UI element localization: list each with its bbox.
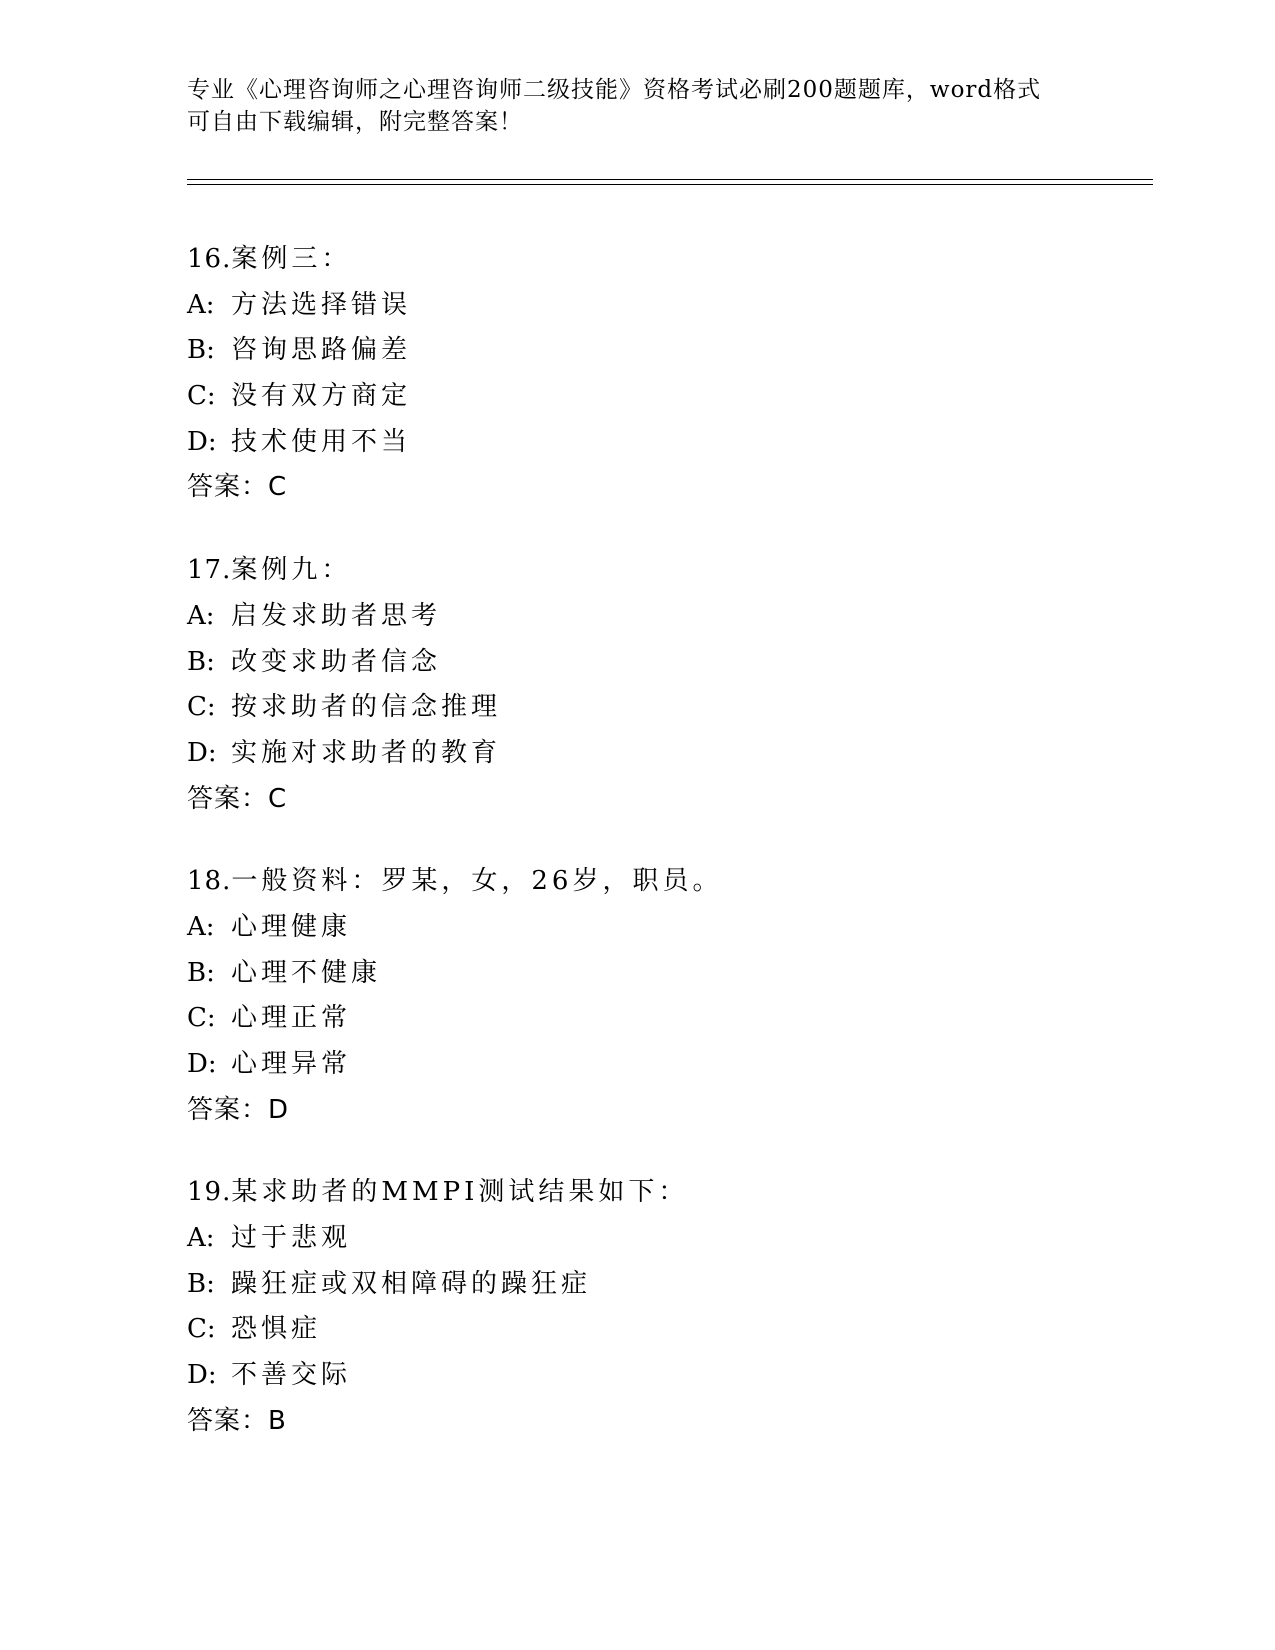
answer-line: 答案：D bbox=[187, 1094, 290, 1125]
header-line-2: 可自由下载编辑，附完整答案！ bbox=[187, 109, 523, 135]
option-letter: A: bbox=[187, 600, 215, 631]
option-letter: C: bbox=[187, 381, 216, 412]
option-letter: A: bbox=[187, 1223, 215, 1254]
question-18 bbox=[187, 859, 1087, 1133]
question-number: 18. bbox=[187, 866, 232, 897]
option-text: 心理异常 bbox=[231, 1049, 352, 1079]
header-divider-top bbox=[187, 179, 1153, 180]
option-letter: C: bbox=[187, 1314, 216, 1345]
question-text: 案例九： bbox=[231, 555, 352, 586]
question-number: 17. bbox=[187, 555, 232, 586]
option-d bbox=[187, 731, 1087, 777]
option-letter: B: bbox=[187, 957, 215, 988]
option-letter: D: bbox=[187, 1049, 217, 1079]
question-number: 19. bbox=[187, 1177, 232, 1208]
option-b bbox=[187, 951, 1087, 997]
option-text: 不善交际 bbox=[231, 1360, 352, 1391]
option-c bbox=[187, 374, 1087, 420]
option-text: 咨询思路偏差 bbox=[231, 335, 412, 366]
option-text: 改变求助者信念 bbox=[231, 646, 442, 677]
question-stem bbox=[187, 237, 1087, 283]
answer-line: 答案：C bbox=[187, 472, 288, 503]
option-text: 没有双方商定 bbox=[231, 381, 412, 412]
option-d bbox=[187, 1042, 1087, 1088]
question-stem bbox=[187, 1170, 1087, 1216]
answer-line: 答案：C bbox=[187, 783, 288, 814]
option-d bbox=[187, 420, 1087, 466]
option-text: 方法选择错误 bbox=[231, 289, 412, 320]
header-divider-bottom bbox=[187, 184, 1153, 185]
option-text: 躁狂症或双相障碍的躁狂症 bbox=[231, 1268, 592, 1299]
question-text: 案例三： bbox=[231, 244, 352, 274]
answer-line: 答案：B bbox=[187, 1405, 287, 1436]
option-text: 实施对求助者的教育 bbox=[231, 737, 502, 768]
option-text: 恐惧症 bbox=[231, 1314, 322, 1345]
option-b bbox=[187, 640, 1087, 686]
option-c bbox=[187, 996, 1087, 1042]
question-stem bbox=[187, 859, 1087, 905]
option-b bbox=[187, 328, 1087, 374]
question-16 bbox=[187, 237, 1087, 511]
option-letter: D: bbox=[187, 737, 217, 768]
header-line-1: 专业《心理咨询师之心理咨询师二级技能》资格考试必刷200题题库，word格式 bbox=[187, 77, 1042, 103]
option-letter: D: bbox=[187, 1360, 217, 1391]
option-a bbox=[187, 905, 1087, 951]
option-letter: A: bbox=[187, 289, 215, 320]
option-letter: B: bbox=[187, 646, 215, 677]
option-text: 心理不健康 bbox=[231, 957, 382, 988]
option-letter: B: bbox=[187, 1268, 215, 1299]
option-text: 技术使用不当 bbox=[231, 426, 412, 457]
question-number: 16. bbox=[187, 244, 232, 274]
option-letter: B: bbox=[187, 335, 215, 366]
option-text: 按求助者的信念推理 bbox=[231, 692, 502, 723]
option-c bbox=[187, 1307, 1087, 1353]
option-a bbox=[187, 283, 1087, 329]
question-17 bbox=[187, 548, 1087, 822]
option-a bbox=[187, 594, 1087, 640]
question-list bbox=[187, 237, 1087, 1482]
option-a bbox=[187, 1216, 1087, 1262]
option-letter: A: bbox=[187, 911, 215, 942]
option-text: 心理正常 bbox=[231, 1003, 352, 1034]
option-text: 心理健康 bbox=[231, 911, 352, 942]
option-b bbox=[187, 1262, 1087, 1308]
question-text: 一般资料：罗某，女，26岁，职员。 bbox=[231, 866, 723, 897]
option-letter: C: bbox=[187, 692, 216, 723]
document-header bbox=[187, 74, 1087, 138]
question-stem bbox=[187, 548, 1087, 594]
option-letter: D: bbox=[187, 426, 217, 457]
question-19 bbox=[187, 1170, 1087, 1444]
option-text: 过于悲观 bbox=[231, 1223, 352, 1254]
option-text: 启发求助者思考 bbox=[231, 600, 442, 631]
question-text: 某求助者的MMPI测试结果如下： bbox=[231, 1177, 689, 1208]
option-d bbox=[187, 1353, 1087, 1399]
option-letter: C: bbox=[187, 1003, 216, 1034]
option-c bbox=[187, 685, 1087, 731]
